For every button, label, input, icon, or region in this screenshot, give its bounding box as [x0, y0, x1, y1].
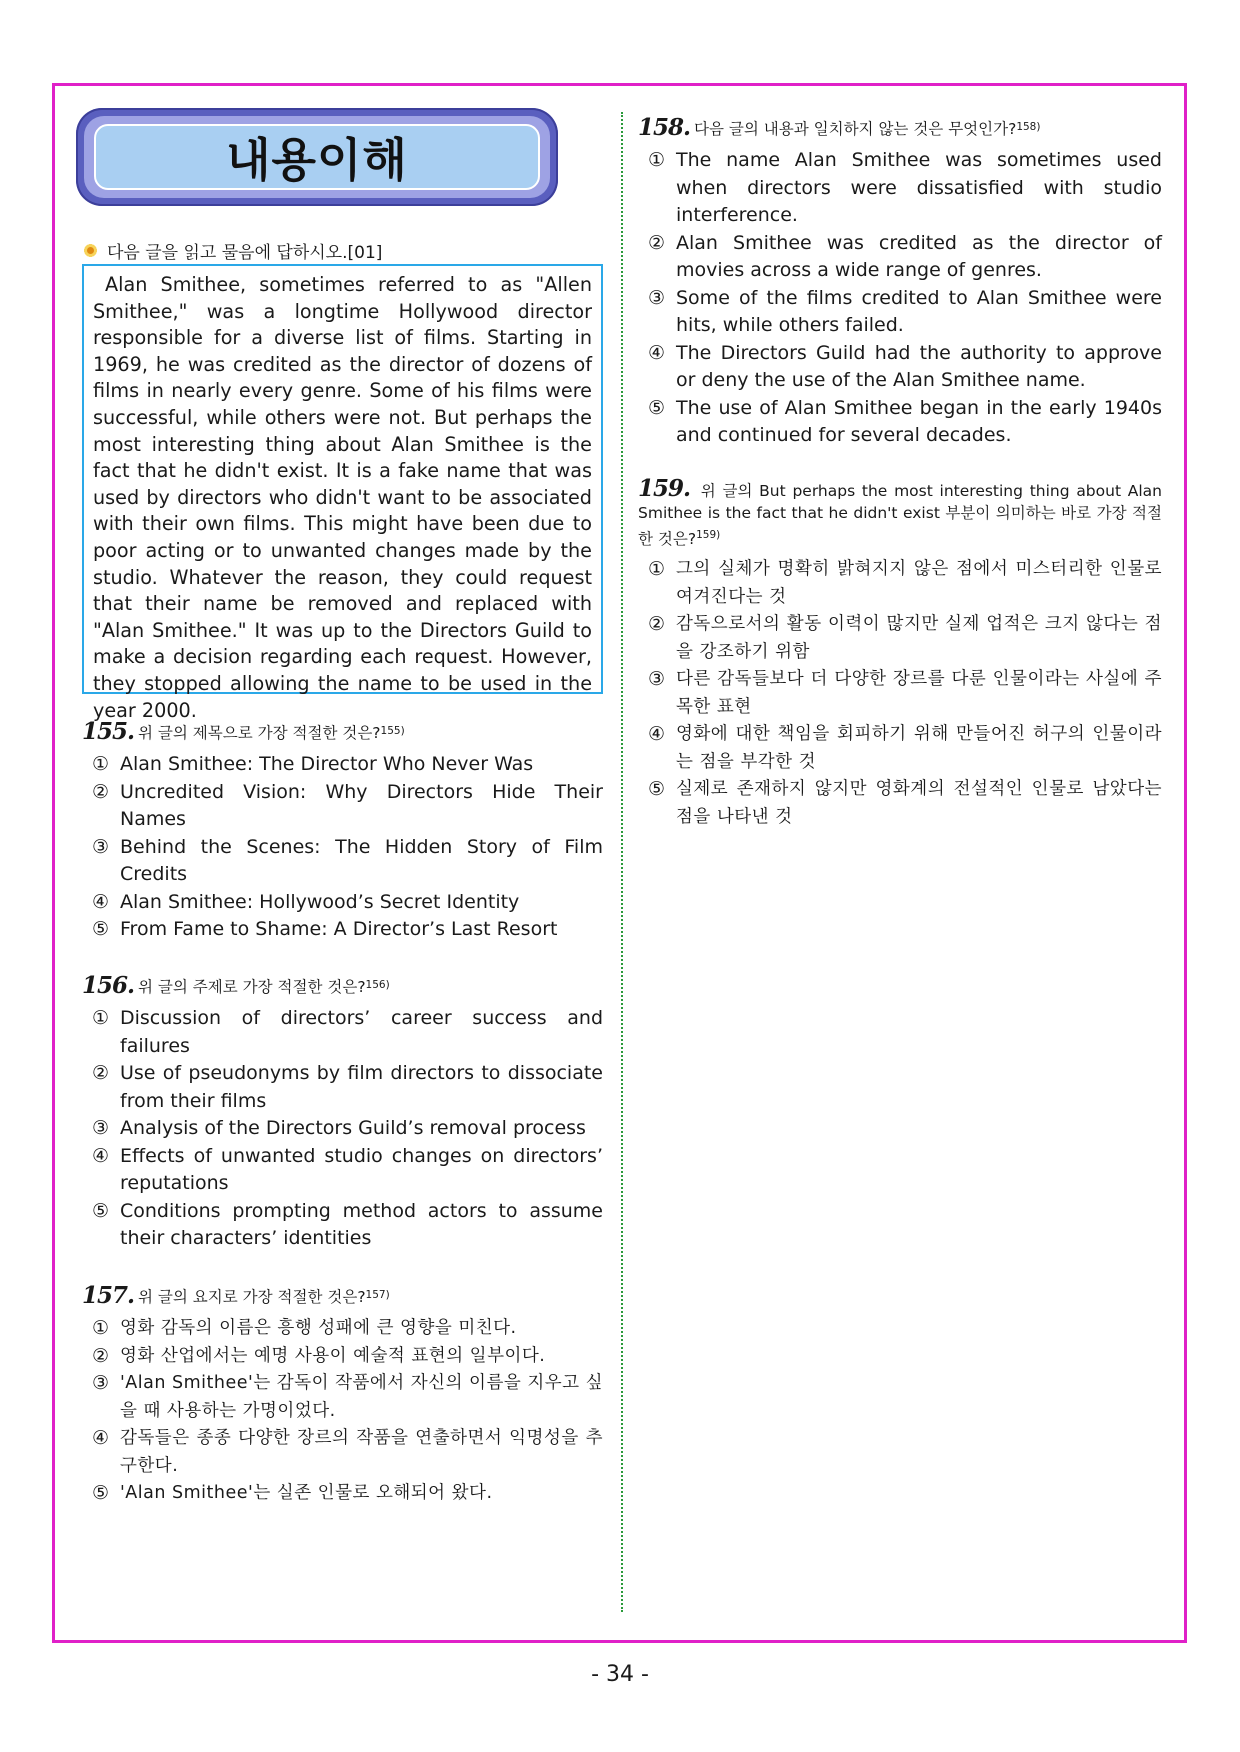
question-prompt: 위 글의 주제로 가장 적절한 것은? [138, 978, 366, 996]
question-ref: 157) [365, 1289, 390, 1301]
section-title: 내용이해 [226, 133, 408, 187]
option-4[interactable]: ④ Effects of unwanted studio changes on directors’ reputations [92, 1144, 603, 1194]
question-number: 156. [82, 972, 135, 999]
option-4[interactable]: ④ The Directors Guild had the authority to approve or deny the use of the Alan Smithee name. [648, 341, 1162, 391]
option-5[interactable]: ⑤ 'Alan Smithee'는 실존 인물로 오해되어 왔다. [92, 1482, 493, 1504]
question-number: 158. [638, 114, 691, 141]
question-prompt: 위 글의 제목으로 가장 적절한 것은? [138, 724, 381, 742]
instruction [82, 238, 382, 263]
question-155 [82, 718, 603, 944]
question-prompt: 다음 글의 내용과 일치하지 않는 것은 무엇인가? [694, 120, 1017, 138]
option-1[interactable]: ① Discussion of directors’ career success and failures [92, 1007, 603, 1057]
question-number: 157. [82, 1282, 135, 1309]
option-1[interactable]: ① Alan Smithee: The Director Who Never Was [92, 753, 534, 775]
question-158 [638, 114, 1162, 450]
option-3[interactable]: ③ 'Alan Smithee'는 감독이 작품에서 자신의 이름을 지우고 싶을 때 사용하는 가명이었다. [92, 1372, 604, 1421]
option-2[interactable]: ② 영화 산업에서는 예명 사용이 예술적 표현의 일부이다. [92, 1344, 546, 1367]
page-number: - 34 - [591, 1662, 649, 1687]
question-ref: 155) [380, 725, 405, 737]
option-5[interactable]: ⑤ 실제로 존재하지 않지만 영화계의 전설적인 인물로 남았다는 점을 나타낸 것 [648, 778, 1162, 827]
question-number: 159. [638, 475, 691, 502]
option-5[interactable]: ⑤ The use of Alan Smithee began in the early 1940s and continued for several decades. [648, 396, 1162, 446]
option-1[interactable]: ① 영화 감독의 이름은 흥행 성패에 큰 영향을 미친다. [92, 1317, 517, 1339]
question-159 [638, 475, 1163, 831]
option-3[interactable]: ③ Behind the Scenes: The Hidden Story of Film Credits [92, 835, 603, 885]
option-2[interactable]: ② 감독으로서의 활동 이력이 많지만 실제 업적은 크지 않다는 점을 강조하기 위함 [648, 613, 1162, 662]
option-5[interactable]: ⑤ From Fame to Shame: A Director’s Last Resort [92, 918, 558, 940]
section-title-badge [76, 108, 558, 206]
question-ref: 156) [365, 979, 390, 991]
option-4[interactable]: ④ Alan Smithee: Hollywood’s Secret Identity [92, 890, 520, 913]
question-ref: 159) [696, 529, 721, 541]
passage-text: Alan Smithee, sometimes referred to as "Allen Smithee," was a longtime Hollywood director responsible for a diverse list of films. Starting in 1969, he was credited as the director of dozens of films in nearly every genre. Some of his films were successful, while others were not. But perhaps the most interesting thing about Alan Smithee is the fact that he didn't exist. It is a fake name that was used by directors who didn't want to be associated with their own films. This might have been due to poor acting or to unwanted changes made by the studio. Whatever the reason, they could request that their name be removed and replaced with "Alan Smithee." It was up to the Directors Guild to make a decision regarding each request. However, they stopped allowing the name to be used in the year 2000. [93, 273, 592, 722]
option-3[interactable]: ③ Some of the films credited to Alan Smithee were hits, while others failed. [648, 286, 1162, 336]
column-divider [621, 112, 623, 1612]
option-2[interactable]: ② Use of pseudonyms by film directors to dissociate from their films [92, 1062, 603, 1112]
question-prompt: 위 글의 요지로 가장 적절한 것은? [138, 1288, 366, 1306]
option-1[interactable]: ① The name Alan Smithee was sometimes used when directors were dissatisfied with studio interference. [648, 149, 1162, 226]
instruction-text: 다음 글을 읽고 물음에 답하시오.[01] [107, 243, 383, 263]
passage-box [82, 264, 603, 722]
option-1[interactable]: ① 그의 실체가 명확히 밝혀지지 않은 점에서 미스터리한 인물로 여겨진다는 것 [648, 558, 1162, 607]
question-ref: 158) [1016, 121, 1041, 133]
question-157 [82, 1282, 603, 1508]
option-5[interactable]: ⑤ Conditions prompting method actors to assume their characters’ identities [92, 1199, 603, 1249]
question-header [638, 475, 1163, 550]
option-4[interactable]: ④ 영화에 대한 책임을 회피하기 위해 만들어진 허구의 인물이라는 점을 부각한 것 [648, 723, 1162, 772]
question-number: 155. [82, 718, 135, 745]
question-prompt: 위 글의 But perhaps the most interesting thing about Alan Smithee is the fact that he didn't exist 부분이 의미하는 바로 가장 적절한 것은? [638, 482, 1163, 549]
option-2[interactable]: ② Alan Smithee was credited as the director of movies across a wide range of genres. [648, 231, 1162, 281]
option-4[interactable]: ④ 감독들은 종종 다양한 장르의 작품을 연출하면서 익명성을 추구한다. [92, 1427, 603, 1476]
flower-icon [82, 242, 99, 259]
option-3[interactable]: ③ 다른 감독들보다 더 다양한 장르를 다룬 인물이라는 사실에 주목한 표현 [648, 668, 1162, 717]
option-3[interactable]: ③ Analysis of the Directors Guild’s removal process [92, 1117, 586, 1139]
option-2[interactable]: ② Uncredited Vision: Why Directors Hide Their Names [92, 780, 603, 830]
question-156 [82, 972, 603, 1253]
